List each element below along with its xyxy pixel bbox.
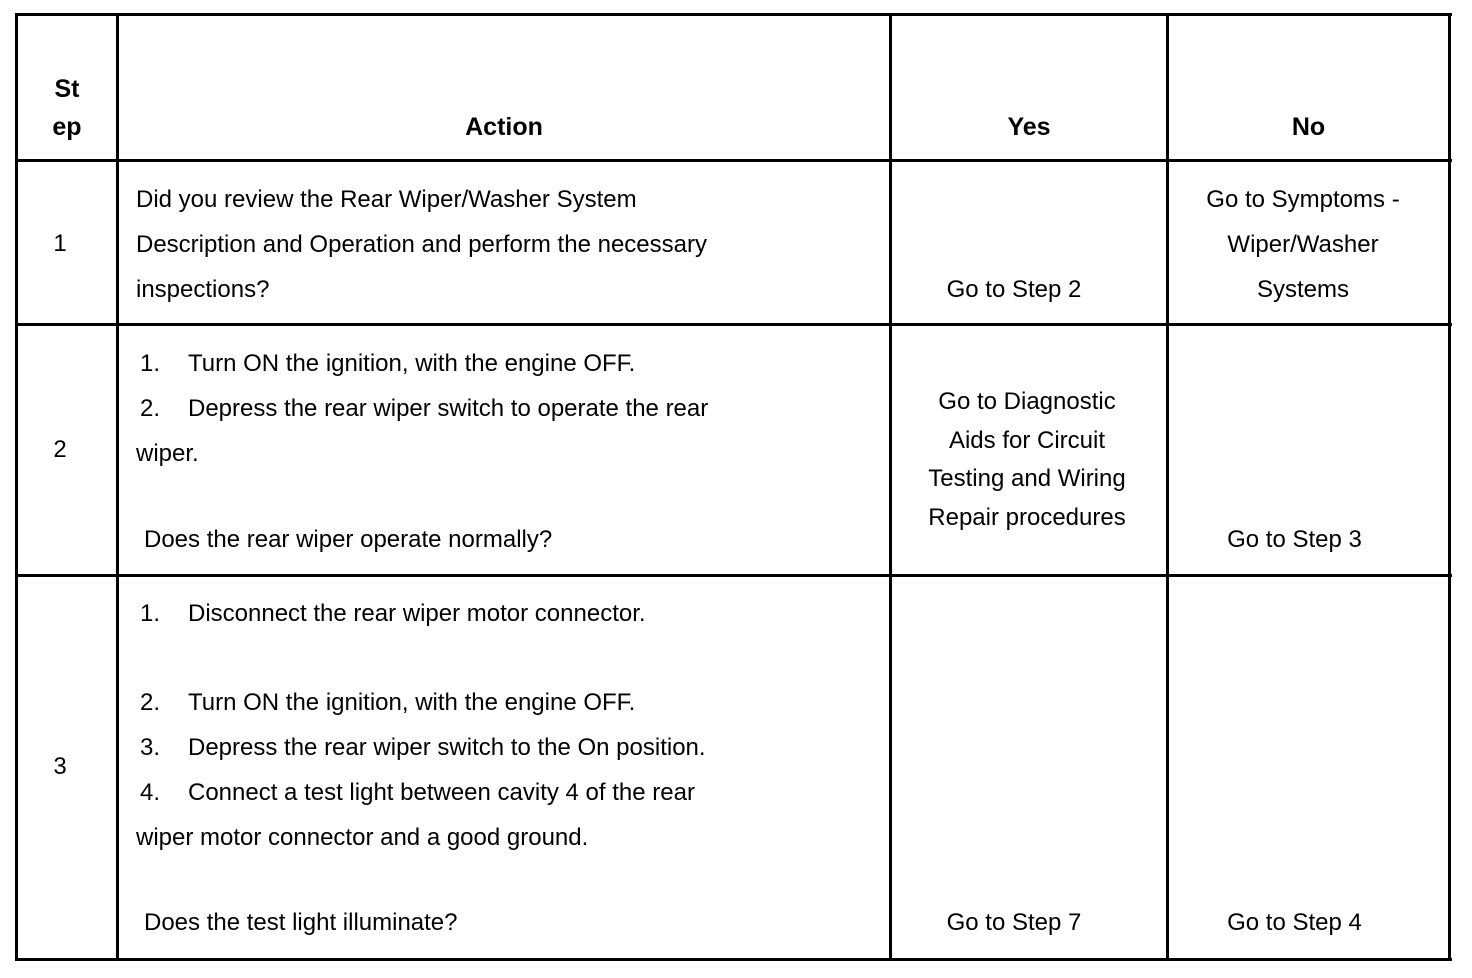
list-item-text: Disconnect the rear wiper motor connector.	[188, 600, 646, 627]
list-item	[136, 725, 706, 770]
list-item-number: 2.	[140, 689, 161, 716]
no-result-line: Systems	[1256, 276, 1349, 303]
header-step	[18, 70, 116, 146]
header-no: No	[1291, 113, 1326, 141]
list-item-number: 3.	[140, 734, 161, 761]
table-border-right	[1448, 13, 1451, 961]
row-divider-1	[15, 323, 1452, 326]
list-item-number: 1.	[140, 350, 161, 377]
list-item-number: 2.	[140, 395, 161, 422]
list-item-text: Depress the rear wiper switch to the On position.	[188, 734, 706, 761]
no-result: Go to Step 3	[1227, 526, 1362, 553]
list-item	[136, 591, 706, 636]
action-line: Description and Operation and perform the necessary	[136, 231, 707, 258]
list-item	[136, 386, 708, 431]
yes-result	[892, 383, 1162, 537]
action-text	[136, 591, 706, 860]
no-result	[1169, 177, 1437, 312]
header-divider	[15, 159, 1452, 162]
header-action: Action	[465, 113, 543, 141]
step-number: 2	[53, 436, 67, 463]
step-number: 3	[53, 753, 67, 780]
yes-result-line: Testing and Wiring	[928, 465, 1126, 492]
action-line: inspections?	[136, 276, 270, 303]
no-result: Go to Step 4	[1227, 909, 1362, 936]
list-item-text: Depress the rear wiper switch to operate the rear	[188, 395, 709, 422]
row-divider-2	[15, 574, 1452, 577]
yes-result-line: Repair procedures	[928, 503, 1126, 531]
list-item	[136, 770, 706, 815]
table-border-top	[15, 13, 1452, 16]
table-border-bottom	[15, 958, 1452, 961]
column-divider-step	[116, 13, 119, 961]
list-item-wrap: wiper.	[136, 440, 199, 467]
list-item-text: Connect a test light between cavity 4 of the rear	[188, 779, 695, 806]
list-item-text: Turn ON the ignition, with the engine OFF.	[188, 350, 636, 377]
no-result-line: Go to Symptoms -	[1206, 186, 1400, 213]
question-text: Does the rear wiper operate normally?	[144, 526, 553, 553]
list-item-text: Turn ON the ignition, with the engine OFF.	[188, 689, 636, 716]
action-line: Did you review the Rear Wiper/Washer System	[136, 186, 637, 213]
step-number: 1	[53, 230, 67, 257]
list-spacer	[136, 636, 706, 680]
yes-result-line: Aids for Circuit	[948, 426, 1106, 454]
action-text	[136, 177, 707, 312]
yes-result-line: Go to Diagnostic	[938, 388, 1116, 415]
list-item	[136, 680, 706, 725]
question-text: Does the test light illuminate?	[144, 909, 458, 936]
action-text	[136, 341, 708, 476]
yes-result: Go to Step 7	[946, 909, 1082, 936]
list-item-number: 1.	[140, 600, 161, 627]
list-item-wrap: wiper motor connector and a good ground.	[136, 824, 589, 851]
header-step-line-1: St	[54, 75, 80, 103]
header-yes: Yes	[1007, 113, 1051, 141]
no-result-line: Wiper/Washer	[1227, 231, 1379, 258]
list-item-number: 4.	[140, 779, 161, 806]
header-step-line-2: ep	[52, 113, 82, 141]
yes-result: Go to Step 2	[946, 276, 1082, 303]
table-border-left	[15, 13, 18, 961]
column-divider-yes	[1166, 13, 1169, 961]
list-item	[136, 341, 708, 386]
